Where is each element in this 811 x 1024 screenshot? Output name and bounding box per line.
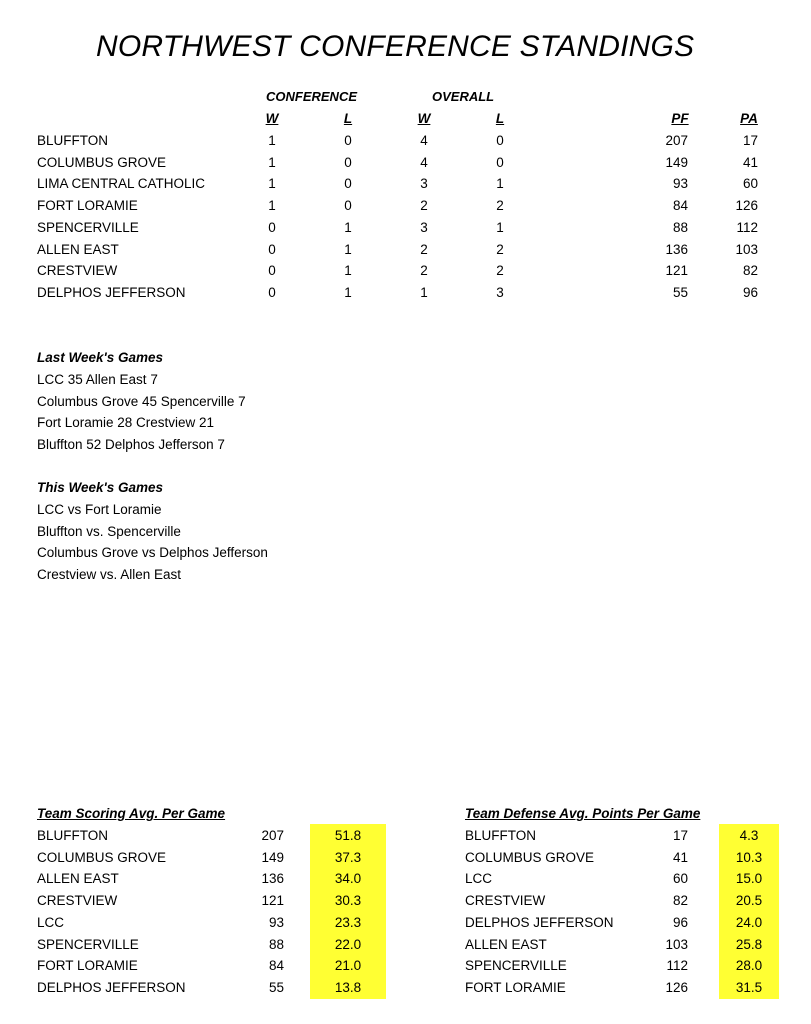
defense-average: 31.5	[735, 980, 763, 995]
defense-team: SPENCERVILLE	[465, 958, 567, 973]
scoring-total: 55	[268, 980, 284, 995]
defense-total: 82	[672, 893, 688, 908]
points-against: 126	[735, 198, 758, 213]
overall-losses: 3	[496, 285, 504, 300]
points-against: 60	[742, 176, 758, 191]
scoring-heading: Team Scoring Avg. Per Game	[37, 806, 226, 821]
team-name: COLUMBUS GROVE	[37, 155, 167, 170]
points-against: 17	[742, 133, 758, 148]
scoring-total: 121	[261, 893, 284, 908]
team-name: CRESTVIEW	[37, 263, 118, 278]
points-for: 93	[672, 176, 688, 191]
conf-wins: 0	[268, 263, 276, 278]
game-matchup: Columbus Grove vs Delphos Jefferson	[37, 545, 268, 560]
defense-average: 4.3	[739, 828, 759, 843]
overall-wins: 3	[420, 220, 428, 235]
team-name: FORT LORAMIE	[37, 198, 138, 213]
defense-team: COLUMBUS GROVE	[465, 850, 595, 865]
overall-wins: 2	[420, 242, 428, 257]
defense-team: LCC	[465, 871, 493, 886]
conf-losses-header: L	[343, 111, 353, 126]
points-against: 96	[742, 285, 758, 300]
defense-average: 25.8	[735, 937, 763, 952]
conference-group-header: CONFERENCE	[266, 89, 358, 104]
scoring-average: 22.0	[334, 937, 362, 952]
conf-wins-header: W	[265, 111, 279, 126]
game-matchup: LCC vs Fort Loramie	[37, 502, 162, 517]
overall-wins: 3	[420, 176, 428, 191]
this-week-heading: This Week's Games	[37, 480, 164, 495]
points-for-header: PF	[671, 111, 689, 126]
scoring-average: 37.3	[334, 850, 362, 865]
conf-losses: 0	[344, 198, 352, 213]
overall-wins: 1	[420, 285, 428, 300]
defense-total: 126	[665, 980, 688, 995]
points-against: 112	[736, 220, 758, 235]
conf-wins: 1	[268, 155, 276, 170]
defense-total: 60	[672, 871, 688, 886]
game-matchup: Bluffton vs. Spencerville	[37, 524, 181, 539]
scoring-total: 136	[261, 871, 284, 886]
overall-wins: 2	[420, 263, 428, 278]
overall-losses: 2	[496, 198, 504, 213]
scoring-team: DELPHOS JEFFERSON	[37, 980, 186, 995]
points-for: 149	[665, 155, 688, 170]
game-result: Fort Loramie 28 Crestview 21	[37, 415, 215, 430]
game-result: Columbus Grove 45 Spencerville 7	[37, 394, 246, 409]
overall-losses: 0	[496, 155, 504, 170]
points-for: 136	[665, 242, 688, 257]
team-name: BLUFFTON	[37, 133, 109, 148]
conf-wins: 0	[268, 242, 276, 257]
defense-team: FORT LORAMIE	[465, 980, 566, 995]
overall-losses: 2	[496, 242, 504, 257]
conf-wins: 1	[268, 176, 276, 191]
scoring-average: 21.0	[334, 958, 362, 973]
overall-wins: 4	[420, 155, 428, 170]
points-against: 82	[742, 263, 758, 278]
game-result: Bluffton 52 Delphos Jefferson 7	[37, 437, 225, 452]
game-matchup: Crestview vs. Allen East	[37, 567, 182, 582]
overall-losses: 1	[496, 220, 504, 235]
scoring-total: 207	[261, 828, 284, 843]
conf-losses: 0	[344, 133, 352, 148]
conf-losses: 1	[344, 242, 352, 257]
scoring-total: 93	[268, 915, 284, 930]
defense-total: 41	[672, 850, 688, 865]
team-name: ALLEN EAST	[37, 242, 119, 257]
overall-losses: 2	[496, 263, 504, 278]
defense-total: 17	[672, 828, 688, 843]
defense-total: 96	[672, 915, 688, 930]
conf-losses: 0	[344, 176, 352, 191]
team-name: SPENCERVILLE	[37, 220, 139, 235]
scoring-team: COLUMBUS GROVE	[37, 850, 167, 865]
scoring-team: ALLEN EAST	[37, 871, 119, 886]
defense-average: 24.0	[735, 915, 763, 930]
scoring-team: SPENCERVILLE	[37, 937, 139, 952]
scoring-total: 88	[268, 937, 284, 952]
points-for: 121	[665, 263, 688, 278]
conf-losses: 1	[344, 220, 352, 235]
scoring-team: LCC	[37, 915, 65, 930]
conf-wins: 0	[268, 220, 276, 235]
points-for: 55	[672, 285, 688, 300]
defense-heading: Team Defense Avg. Points Per Game	[465, 806, 701, 821]
scoring-average: 30.3	[334, 893, 362, 908]
overall-losses-header: L	[495, 111, 505, 126]
team-name: LIMA CENTRAL CATHOLIC	[37, 176, 206, 191]
defense-average: 20.5	[735, 893, 763, 908]
overall-group-header: OVERALL	[432, 89, 495, 104]
overall-wins-header: W	[417, 111, 431, 126]
defense-average: 28.0	[735, 958, 763, 973]
points-for: 207	[665, 133, 688, 148]
scoring-team: CRESTVIEW	[37, 893, 118, 908]
overall-losses: 0	[496, 133, 504, 148]
conf-losses: 1	[344, 285, 352, 300]
points-for: 88	[672, 220, 688, 235]
conf-losses: 0	[344, 155, 352, 170]
points-against: 103	[735, 242, 758, 257]
conf-wins: 1	[268, 198, 276, 213]
points-for: 84	[672, 198, 688, 213]
overall-wins: 4	[420, 133, 428, 148]
points-against: 41	[742, 155, 758, 170]
scoring-team: BLUFFTON	[37, 828, 109, 843]
points-against-header: PA	[740, 111, 758, 126]
conf-wins: 0	[268, 285, 276, 300]
team-name: DELPHOS JEFFERSON	[37, 285, 186, 300]
conf-wins: 1	[268, 133, 276, 148]
overall-losses: 1	[496, 176, 504, 191]
overall-wins: 2	[420, 198, 428, 213]
page-title: NORTHWEST CONFERENCE STANDINGS	[96, 30, 695, 63]
scoring-total: 84	[268, 958, 284, 973]
defense-average: 10.3	[735, 850, 763, 865]
defense-team: ALLEN EAST	[465, 937, 547, 952]
conf-losses: 1	[344, 263, 352, 278]
defense-average: 15.0	[735, 871, 763, 886]
scoring-total: 149	[261, 850, 284, 865]
scoring-team: FORT LORAMIE	[37, 958, 138, 973]
scoring-average: 34.0	[334, 871, 362, 886]
defense-team: DELPHOS JEFFERSON	[465, 915, 614, 930]
defense-team: BLUFFTON	[465, 828, 537, 843]
last-week-heading: Last Week's Games	[37, 350, 164, 365]
defense-team: CRESTVIEW	[465, 893, 546, 908]
scoring-average: 51.8	[334, 828, 362, 843]
game-result: LCC 35 Allen East 7	[37, 372, 158, 387]
scoring-average: 13.8	[334, 980, 362, 995]
scoring-average: 23.3	[334, 915, 362, 930]
defense-total: 112	[666, 958, 688, 973]
defense-total: 103	[665, 937, 688, 952]
